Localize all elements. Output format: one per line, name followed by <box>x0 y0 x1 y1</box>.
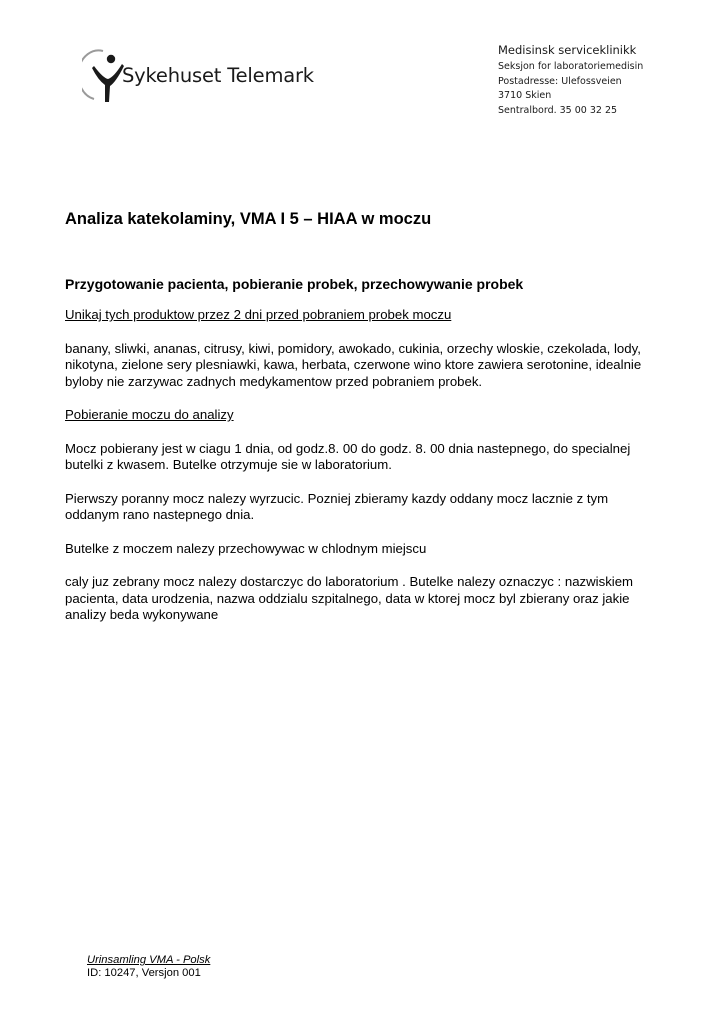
hospital-name: Sykehuset Telemark <box>122 64 314 87</box>
paragraph: Mocz pobierany jest w ciagu 1 dnia, od godz.8. 00 do godz. 8. 00 dnia nastepnego, do specialnej butelki z kwasem. Butelke otrzymuje sie w laboratorium. <box>65 440 631 472</box>
document-footer <box>87 954 210 980</box>
postal-address: Postadresse: Ulefossveien <box>498 75 622 87</box>
avoid-products-text: banany, sliwki, ananas, citrusy, kiwi, pomidory, awokado, cukinia, orzechy wloskie, czekolada, lody, nikotyna, zielone sery plesniawki, kawa, herbata, czerwone wino ktore zawiera serotonine, idealnie byloby nie zarzywac zadnych medykamentow przed pobraniem probek. <box>65 340 642 389</box>
person-figure-icon <box>82 46 126 106</box>
city: 3710 Skien <box>498 90 552 101</box>
avoid-products-heading: Unikaj tych produktow przez 2 dni przed pobraniem probek moczu <box>65 307 452 322</box>
document-body <box>65 307 665 641</box>
document-id: ID: 10247, Versjon 001 <box>87 967 201 979</box>
collection-heading: Pobieranie moczu do analizy <box>65 407 234 422</box>
hospital-logo <box>82 46 312 106</box>
document-title: Analiza katekolaminy, VMA I 5 – HIAA w moczu <box>65 210 432 228</box>
section-title: Przygotowanie pacienta, pobieranie probek, przechowywanie probek <box>65 276 524 292</box>
section-name: Seksjon for laboratoriemedisin <box>498 61 644 72</box>
paragraph: Pierwszy poranny mocz nalezy wyrzucic. Pozniej zbieramy kazdy oddany mocz lacznie z tym oddanym rano nastepnego dnia. <box>65 490 609 522</box>
paragraph: Butelke z moczem nalezy przechowywac w chlodnym miejscu <box>65 540 427 556</box>
department-name: Medisinsk serviceklinikk <box>498 43 637 57</box>
paragraph: caly juz zebrany mocz nalezy dostarczyc do laboratorium . Butelke nalezy oznaczyc : nazwiskiem pacienta, data urodzenia, nazwa oddzialu szpitalnego, data w ktorej mocz byl zbierany oraz jakie analizy beda wykonywane <box>65 574 634 622</box>
clinic-address <box>498 43 643 118</box>
footer-title: Urinsamling VMA - Polsk <box>87 954 211 966</box>
phone-number: Sentralbord. 35 00 32 25 <box>498 104 618 116</box>
